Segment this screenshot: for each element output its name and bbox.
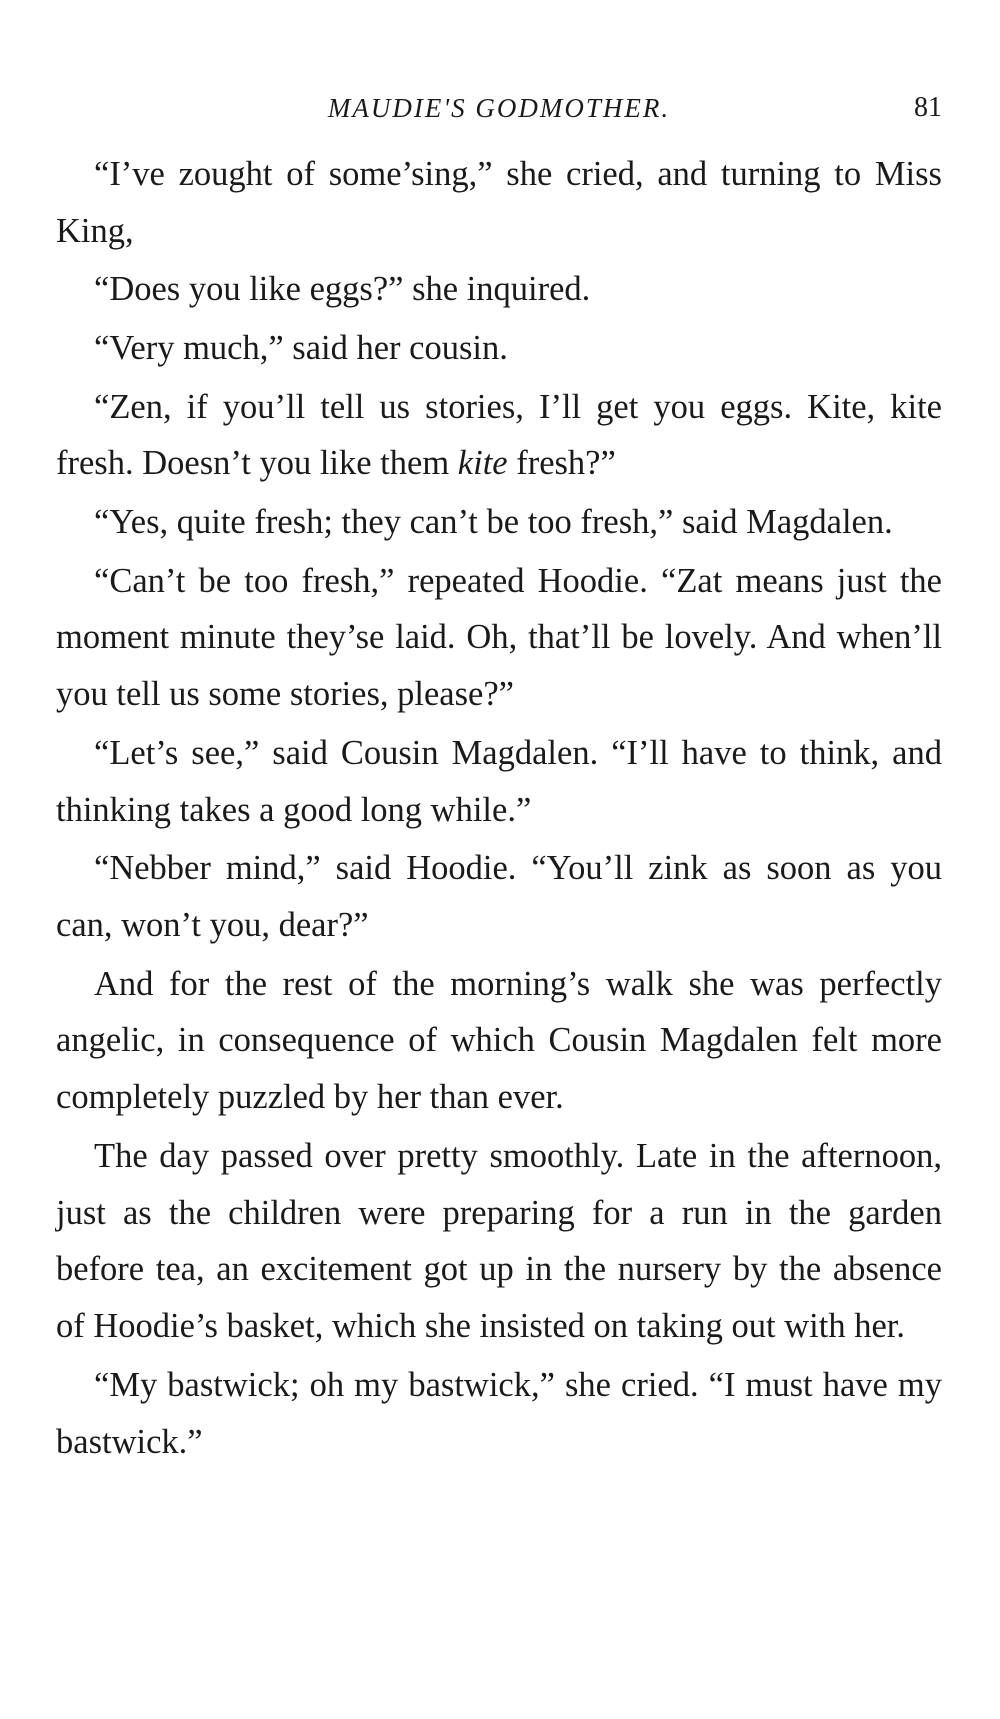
paragraph: And for the rest of the morning’s walk she was perfectly angelic, in consequence of which Cousin Magdalen felt more completely puzzled by her than ever. [56,964,942,1117]
paragraph: “I’ve zought of some’sing,” she cried, and turning to Miss King, [56,155,942,250]
paragraph: “Let’s see,” said Cousin Magdalen. “I’ll have to think, and thinking takes a good long while.” [56,733,942,829]
emphasis-text: kite [457,444,508,483]
page-number: 81 [914,92,942,123]
paragraph: The day passed over pretty smoothly. Late in the afternoon, just as the children were preparing for a run in the garden before tea, an excitement got up in the nursery by the absence of Hoodie’s basket, which she insisted on taking out with her. [56,1136,942,1346]
paragraph: “My bastwick; oh my bastwick,” she cried. “I must have my bastwick.” [56,1365,942,1461]
paragraph: “Can’t be too fresh,” repeated Hoodie. “Zat means just the moment minute they’se laid. Oh, that’ll be lovely. And when’ll you tell us some stories, please?” [56,561,942,714]
running-header [56,88,942,128]
paragraph-text: fresh?” [507,444,616,483]
running-title: MAUDIE'S GODMOTHER. [327,93,671,123]
paragraph: “Very much,” said her cousin. [94,328,508,367]
paragraph: “Yes, quite fresh; they can’t be too fresh,” said Magdalen. [94,502,893,541]
body-text [56,146,942,1472]
paragraph: “Does you like eggs?” she inquired. [94,270,591,309]
paragraph-text: “Zen, if you’ll tell us stories, I’ll get you eggs. Kite, kite fresh. Doesn’t you like them [56,387,942,483]
paragraph [56,379,942,493]
paragraph: “Nebber mind,” said Hoodie. “You’ll zink as soon as you can, won’t you, dear?” [56,849,942,944]
